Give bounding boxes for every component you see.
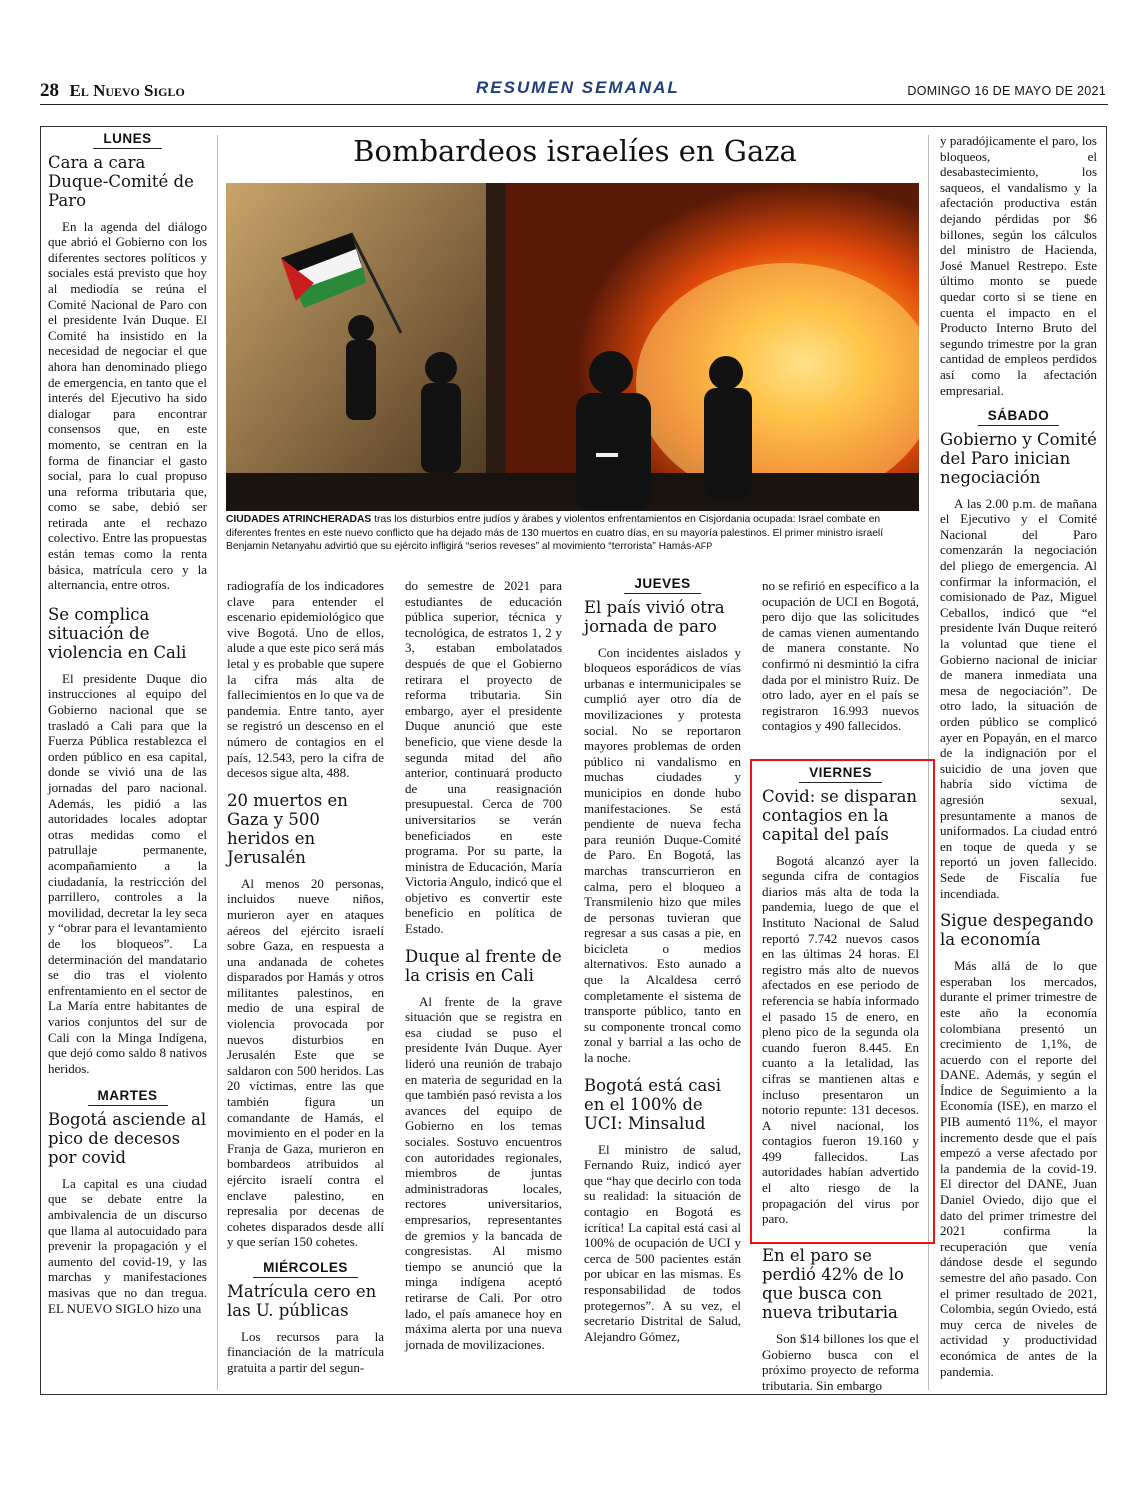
day-label-jueves: JUEVES xyxy=(584,576,741,592)
issue-date: DOMINGO 16 DE MAYO DE 2021 xyxy=(907,84,1106,98)
caption-lead: CIUDADES ATRINCHERADAS xyxy=(226,514,372,525)
day-label-miercoles: MIÉRCOLES xyxy=(227,1260,384,1276)
headline: Covid: se disparan contagios en la capital del país xyxy=(762,786,918,844)
article-body: Son $14 billones los que el Gobierno busca con el próximo proyecto de reforma tributaria. Sin embargo xyxy=(762,1331,919,1393)
article-body: A las 2.00 p.m. de mañana el Ejecutivo y el Comité Nacional del Paro comenzarán la negociación del pliego de emergencia. Al confirmar la información, el comisionado de Paz, Miguel Ceballos, indicó que “el presidente Iván Duque reiteró la voluntad que tiene el Gobierno nacional de iniciar de manera inmediata una mesa de negociación”. De otro lado, la situación de orden público se complicó ayer en Popayán, en el marco de la indignación por el suicidio de una joven que habría sido víctima de agresión sexual, presuntamente a manos de uniformados. La ciudad entró en toque de queda y se reportó un joven fallecido. Sede de Fiscalía fue incendiada. xyxy=(940,495,1097,901)
article-body: En la agenda del diálogo que abrió el Gobierno con los diferentes sectores políticos y sociales está previsto que hoy al mediodía se reúna el Comité Nacional de Paro con el presidente Iván Duque. El Comité ha insistido en la necesidad de negociar el que ahora han denominado pliego de emergencia, en tanto que el interés del Ejecutivo ha sido dialogar para encontrar consensos que, en este momento, se centran en la forma de financiar el gasto social, para lo cual propuso una reforma tributaria que, como se sabe, debió ser retirada ante el rechazo colectivo. Entre las propuestas están temas como la renta básica, matrícula cero y la alternancia, entre otros. xyxy=(48,218,207,593)
article-body: no se refirió en específico a la ocupación de UCI en Bogotá, pero dijo que las solicitudes de camas vienen aumentando de manera constante. No confirmó ni desmintió la cifra dada por el ministro Ruiz. De otro lado, ayer en el país se registraron 16.993 nuevos contagios y 490 fallecidos. xyxy=(762,578,919,734)
article-body: Al menos 20 personas, incluidos nueve niños, murieron ayer en ataques aéreos del ejército israelí sobre Gaza, en respuesta a una andanada de cohetes disparados por Hamás y otros militantes palestinos, en medio de una espiral de violencia provocada por nuevos disturbios en Jerusalén Este que se saldaron con 500 heridos. Las 20 víctimas, entre las que también figura un comandante de Hamás, el movimiento en el poder en la Franja de Gaza, murieron en bombardeos atribuidos al ejército israelí contra el enclave palestino, en represalia por decenas de cohetes disparados desde allí y que serían 150 cohetes. xyxy=(227,875,384,1250)
headline: Se complica situación de violencia en Cali xyxy=(48,604,187,662)
article-body: Al frente de la grave situación que se registra en esa ciudad se puso el presidente Iván Duque. Ayer lideró una reunión de trabajo en materia de seguridad en la que también pasó revista a los avances del equipo de Gobierno en los temas sociales. Sostuvo encuentros con autoridades regionales, miembros de juntas administradoras locales, rectores universitarios, empresarios, representantes de gremios y la bancada de congresistas. Al mismo tiempo se anunció que la minga indígena aceptó retirarse de Cali. Por otro lado, el país amanece hoy en máxima alerta por una nueva jornada de movilizaciones. xyxy=(405,993,562,1352)
header-rule xyxy=(40,104,1108,105)
article-body: Los recursos para la financiación de la matrícula gratuita a partir del segun- xyxy=(227,1328,384,1375)
headline: Sigue despegando la economía xyxy=(940,911,1094,950)
headline: Gobierno y Comité del Paro inician negociación xyxy=(940,429,1097,487)
headline: En el paro se perdió 42% de lo que busca con nueva tributaria xyxy=(762,1246,904,1322)
headline: Matrícula cero en las U. públicas xyxy=(227,1281,377,1320)
headline: Bogotá asciende al pico de decesos por covid xyxy=(48,1109,207,1167)
column-2 xyxy=(227,578,384,1375)
headline: Bogotá está casi en el 100% de UCI: Minsalud xyxy=(584,1075,722,1133)
news-photo xyxy=(226,183,919,511)
headline: Cara a cara Duque-Comité de Paro xyxy=(48,152,194,210)
article-body: Más allá de lo que esperaban los mercados, durante el primer trimestre de este año la economía colombiana presentó un crecimiento de 1,1%, de acuerdo con el reporte del DANE. Además, y según el Índice de Seguimiento a la Economía (ISE), en marzo el PIB aumentó 11%, el mayor incremento desde que el país empezó a verse afectado por la pandemia de la covid-19. El director del DANE, Juan Daniel Oviedo, dijo que el dato del primer trimestre del 2021 confirma la recuperación que venía dándose desde el segundo semestre del año pasado. Con el primer resultado de 2021, Colombia, según Oviedo, está muy cerca de niveles de actividad y productividad económica de antes de la pandemia. xyxy=(940,958,1097,1379)
column-3 xyxy=(405,578,562,1352)
day-label-viernes: VIERNES xyxy=(762,765,919,781)
article-body: radiografía de los indicadores clave para entender el escenario epidemiológico que vive Bogotá. Uno de ellos, alude a que este pico será más letal y es probable que supere la cifra más alta de fallecimientos en lo que va de pandemia. Entre tanto, ayer se registró un descenso en el número de contagios en el país, 12.543, pero la cifra de decesos sigue alta, 488. xyxy=(227,578,384,781)
article-body: Con incidentes aislados y bloqueos esporádicos de vías urbanas e intermunicipales se cumplió ayer otro día de movilizaciones y protesta social. No se reportaron mayores problemas de orden público ni vandalismo en muchas ciudades y municipios en donde hubo manifestaciones. Se está pendiente de nueva fecha para reunión Duque-Comité de Paro. En Bogotá, las marchas transcurrieron en calma, pero el bloqueo a Transmilenio hizo que miles de personas tuvieran que regresar a sus casas a pie, en bicicleta o medios alternativos. Esto aunado a que la Alcaldesa cerró completamente el sistema de transporte público, tanto en su componente troncal como zonal y barrial a las ocho de la noche. xyxy=(584,644,741,1066)
headline: Duque al frente de la crisis en Cali xyxy=(405,946,562,985)
caption-text: tras los disturbios entre judíos y árabes y violentos enfrentamientos en Cisjordania ocupada: Israel combate en diferentes frentes en este nuevo conflicto que ha dejado más de 130 muertos en cuatro días, en su mayoría palestinos. El primer ministro israelí Benjamin Netanyahu advirtió que su ejército infligirá “serios reveses” al movimiento “terrorista” Hamás- xyxy=(226,514,884,552)
photo-caption xyxy=(226,513,919,554)
column-jueves xyxy=(584,576,741,1344)
section-title: RESUMEN SEMANAL xyxy=(476,78,680,97)
day-label-lunes: LUNES xyxy=(48,131,207,147)
column-divider xyxy=(217,135,218,1390)
day-label-martes: MARTES xyxy=(48,1088,207,1104)
headline: 20 muertos en Gaza y 500 heridos en Jerusalén xyxy=(227,790,348,867)
article-body: El ministro de salud, Fernando Ruiz, indicó ayer que “hay que decirlo con toda su realidad: la situación de contagio en Bogotá es icrítica! La capital está casi al 100% de ocupación de UCI y cerca de 500 pacientes están por ubicar en las mismas. Es responsabilidad de todos protegernos”. A su vez, el secretario Distrital de Salud, Alejandro Gómez, xyxy=(584,1141,741,1344)
article-body: y paradójicamente el paro, los bloqueos, el desabastecimiento, los saqueos, el vandalismo y la afectación productiva están dejando pérdidas por $6 billones, según los cálculos del ministro de Hacienda, José Manuel Restrepo. Este último monto se puede quedar corto si se tiene en cuenta el impacto en el Producto Interno Bruto del segundo trimestre por la gran cantidad de empleos perdidos así como la afectación empresarial. xyxy=(940,133,1097,398)
column-sabado xyxy=(940,133,1097,1379)
article-body: El presidente Duque dio instrucciones al equipo del Gobierno nacional que se trasladó a Cali para que la Fuerza Pública restablezca el orden público en esa capital, donde se vivió una de las jornadas del paro nacional. Además, les pidió a las autoridades locales adoptar otras medidas como el patrullaje permanente, acompañamiento a la ciudadanía, la restricción del parrillero, controles a la movilidad, decretar la ley seca y “obrar para el levantamiento de los bloqueos”. La determinación del mandatario se dio tras el violento enfrentamiento en el sector de La María entre habitantes de varios conjuntos del sur de Cali con la Minga Indígena, que dejó como saldo 8 nativos heridos. xyxy=(48,670,207,1076)
column-lunes xyxy=(48,131,207,1316)
article-body: do semestre de 2021 para estudiantes de educación pública superior, técnica y tecnológica, de estratos 1, 2 y 3, estaban embolatados después de que el Gobierno retirara el proyecto de reforma tributaria. Sin embargo, ayer el presidente Duque anunció que este beneficio, que viene desde la segunda mitad del año anterior, continuará producto de una reasignación presupuestal. Cerca de 700 universitarios se verán beneficiados en este programa. Por su parte, la ministra de Educación, María Victoria Angulo, indicó que el objetivo es convertir este beneficio en política de Estado. xyxy=(405,578,562,937)
main-headline: Bombardeos israelíes en Gaza xyxy=(353,134,797,168)
headline: El país vivió otra jornada de paro xyxy=(584,597,725,636)
article-body: Bogotá alcanzó ayer la segunda cifra de contagios diarios más alta de toda la pandemia, luego de que el Instituto Nacional de Salud reportó 7.742 nuevos casos en las últimas 24 horas. El registro más alto de nuevos afectados en ese periodo de referencia se había informado el pasado 15 de enero, en pleno pico de la segunda ola cuando fueron 8.445. En cuanto a la letalidad, las cifras se mantienen altas e incluso presentaron un notorio repunte: 131 decesos. A nivel nacional, los contagios fueron 19.160 y 499 fallecidos. Las autoridades habían advertido el alto riesgo de la propagación del virus por paro. xyxy=(762,852,919,1227)
protest-scene-illustration xyxy=(226,183,919,511)
caption-credit: AFP xyxy=(694,541,713,551)
article-body: La capital es una ciudad que se debate entre la ambivalencia de un discurso que llama al autocuidado para prevenir la propagación y el aumento del covid-19, y las marchas y manifestaciones masivas que no dan tregua. EL NUEVO SIGLO hizo una xyxy=(48,1175,207,1316)
page-number: 28 xyxy=(40,80,59,101)
column-viernes xyxy=(762,765,919,1227)
publication-name: El Nuevo Siglo xyxy=(69,81,185,100)
page-header-left xyxy=(40,80,185,102)
column-5-bottom xyxy=(762,1246,919,1393)
day-label-sabado: SÁBADO xyxy=(940,408,1097,424)
column-5 xyxy=(762,578,919,734)
